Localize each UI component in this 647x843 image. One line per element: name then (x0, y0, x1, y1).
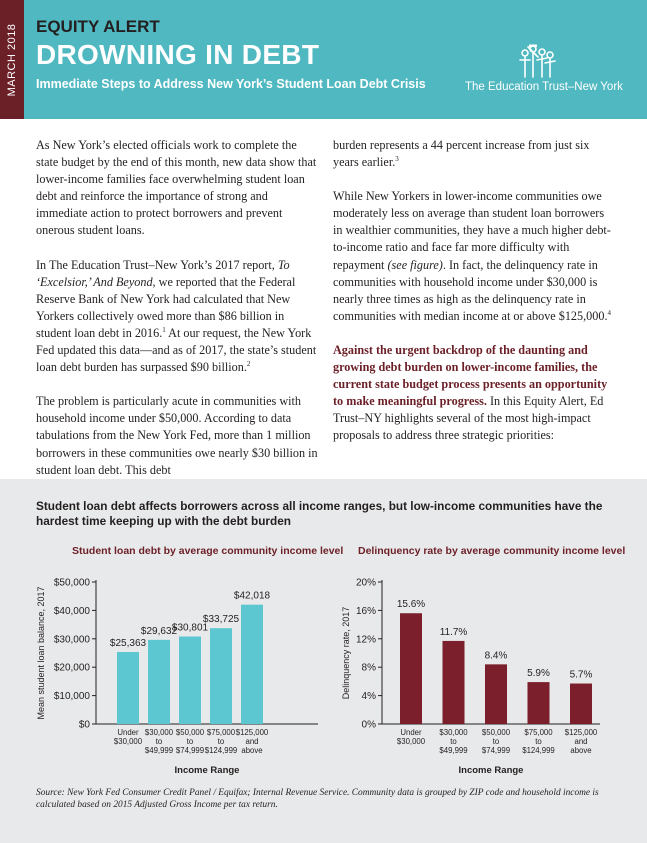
y-axis-label: Mean student loan balance, 2017 (36, 586, 46, 720)
x-tick-label: $30,000 (144, 728, 174, 737)
paragraph-text: In The Education Trust–New York’s 2017 report, (36, 257, 278, 272)
x-tick-label: to (535, 737, 542, 746)
paragraph (36, 257, 318, 377)
paragraph-text: In this Equity Alert, Ed Trust–NY highlights several of the most high-impact proposals to address three strategic priorities: (333, 394, 604, 443)
y-tick-label: $20,000 (53, 662, 90, 674)
x-tick-label: $50,000 (175, 728, 205, 737)
y-tick-label: 12% (355, 634, 376, 646)
bar (210, 628, 232, 724)
paragraph (333, 342, 615, 445)
x-tick-label: $30,000 (113, 737, 143, 746)
x-tick-label: $30,000 (396, 737, 426, 746)
y-axis-label: Delinquency rate, 2017 (341, 606, 351, 700)
emphasis-text: Against the urgent backdrop of the daunting and growing debt burden on lower-income families, the current state budget process presents an opportunity to make meaningful progress. (333, 342, 608, 409)
y-tick-label: $30,000 (53, 634, 90, 646)
x-tick-label: to (492, 737, 500, 746)
data-label: $33,725 (202, 614, 240, 626)
y-tick-label: 16% (355, 605, 376, 617)
paragraph-text: The problem is particularly acute in communities with household income under $50,000. According to data tabulations from the New York Fed, more than 1 million borrowers in these communities owe nearly $30 billion in student loan debt. This debt (36, 394, 318, 477)
paragraph-text: . In fact, the delinquency rate in communities with household income under $30,000 is nearly three times as high as the delinquency rate in communities with median income at or above $125,000. (333, 257, 608, 323)
x-tick-label: $74,999 (175, 746, 205, 755)
figure-panel (0, 479, 647, 843)
header-band (0, 0, 647, 119)
x-axis-label: Income Range (174, 765, 240, 776)
x-tick-label: Under (400, 728, 422, 737)
y-tick-label: 20% (355, 577, 376, 589)
data-label: $25,363 (109, 637, 147, 649)
footnote-marker: 4 (607, 308, 611, 317)
x-tick-label: $125,000 (235, 728, 269, 737)
paragraph (36, 137, 318, 240)
x-tick-label: and (574, 737, 588, 746)
footnote-marker: 3 (395, 155, 399, 164)
bar (570, 684, 592, 724)
paragraph (333, 137, 615, 171)
chart-title: Delinquency rate by average community income level (358, 545, 626, 557)
chart-title: Student loan debt by average community income level (72, 545, 344, 557)
y-tick-label: $40,000 (53, 605, 90, 617)
x-tick-label: $124,999 (522, 746, 555, 755)
y-tick-label: 0% (361, 719, 376, 731)
bar (117, 652, 139, 724)
x-tick-label: $75,000 (524, 728, 553, 737)
body-column-right (333, 137, 615, 462)
data-label: 8.4% (484, 650, 508, 662)
paragraph-text: While New Yorkers in lower-income communities owe moderately less on average than student loan borrowers in wealthier communities, they have a much higher debt-to-income ratio and face far more difficulty with repayment (333, 189, 611, 272)
bar (148, 640, 170, 724)
x-tick-label: $50,000 (481, 728, 511, 737)
bar (443, 641, 465, 724)
y-tick-label: $10,000 (53, 691, 90, 703)
bar (400, 613, 422, 724)
body-column-left (36, 137, 318, 496)
bar (485, 664, 507, 724)
y-tick-label: 8% (361, 662, 376, 674)
x-tick-label: to (186, 737, 194, 746)
x-tick-label: to (450, 737, 457, 746)
bar (179, 637, 201, 724)
data-label: 5.7% (569, 669, 593, 681)
eyebrow-label: EQUITY ALERT (36, 17, 160, 36)
data-label: $42,018 (233, 590, 271, 602)
report-title: To ‘Excelsior,’ And Beyond (36, 257, 290, 289)
x-tick-label: $124,999 (204, 746, 238, 755)
data-label: 11.7% (439, 626, 468, 638)
paragraph (36, 393, 318, 478)
paragraph-text: At our request, the New York Fed updated this data—and as of 2017, the state’s student loan debt burden has surpassed $90 billion. (36, 325, 317, 375)
x-tick-label: and (245, 737, 259, 746)
bar (241, 605, 263, 724)
date-strip (0, 0, 24, 119)
paragraph-text: As New York’s elected officials work to complete the state budget by the end of this month, new data show that lower-income families face overwhelming student loan debt and reinforce the importance of strong and immediate action to protect borrowers and prevent onerous student loans. (36, 138, 317, 238)
x-tick-label: $75,000 (206, 728, 236, 737)
paragraph-text: burden represents a 44 percent increase from just six years earlier. (333, 138, 590, 170)
organization-name: The Education Trust–New York (465, 81, 623, 93)
page-subtitle: Immediate Steps to Address New York’s Student Loan Debt Crisis (36, 77, 426, 91)
figure-reference: (see figure) (387, 257, 443, 272)
data-label: $29,632 (140, 625, 178, 637)
x-tick-label: $30,000 (439, 728, 468, 737)
footnote-marker: 1 (162, 325, 166, 334)
x-tick-label: $74,999 (481, 746, 511, 755)
y-tick-label: $0 (78, 719, 90, 731)
figure-source: Source: New York Fed Consumer Credit Panel / Equifax; Internal Revenue Service. Community data is grouped by ZIP code and household income is calculated based on 2015 Adjusted Gross Income per tax return. (36, 788, 599, 810)
x-tick-label: Under (117, 728, 139, 737)
figure-title: Student loan debt affects borrowers across all income ranges, but low-income communities have the hardest time keeping up with the debt burden (36, 499, 603, 528)
footnote-marker: 2 (246, 360, 251, 369)
x-tick-label: $49,999 (439, 746, 468, 755)
bar (528, 682, 550, 724)
data-label: 15.6% (396, 599, 426, 611)
x-tick-label: above (241, 746, 263, 755)
education-trust-logo-icon (517, 44, 557, 80)
y-tick-label: $50,000 (53, 577, 90, 589)
y-tick-label: 4% (361, 691, 376, 703)
publication-date: MARCH 2018 (6, 23, 18, 97)
x-tick-label: $125,000 (564, 728, 598, 737)
data-label: $30,801 (171, 622, 209, 634)
paragraph (333, 188, 615, 325)
data-label: 5.9% (527, 668, 550, 680)
x-axis-label: Income Range (458, 765, 524, 776)
x-tick-label: to (155, 737, 163, 746)
x-tick-label: $49,999 (144, 746, 174, 755)
paragraph-text: , we reported that the Federal Reserve Bank of New York had calculated that New Yorkers collectively owed more than $86 billion in student loan debt in 2016. (36, 274, 296, 340)
x-tick-label: above (570, 746, 592, 755)
x-tick-label: to (217, 737, 225, 746)
page-title: DROWNING IN DEBT (36, 39, 320, 70)
